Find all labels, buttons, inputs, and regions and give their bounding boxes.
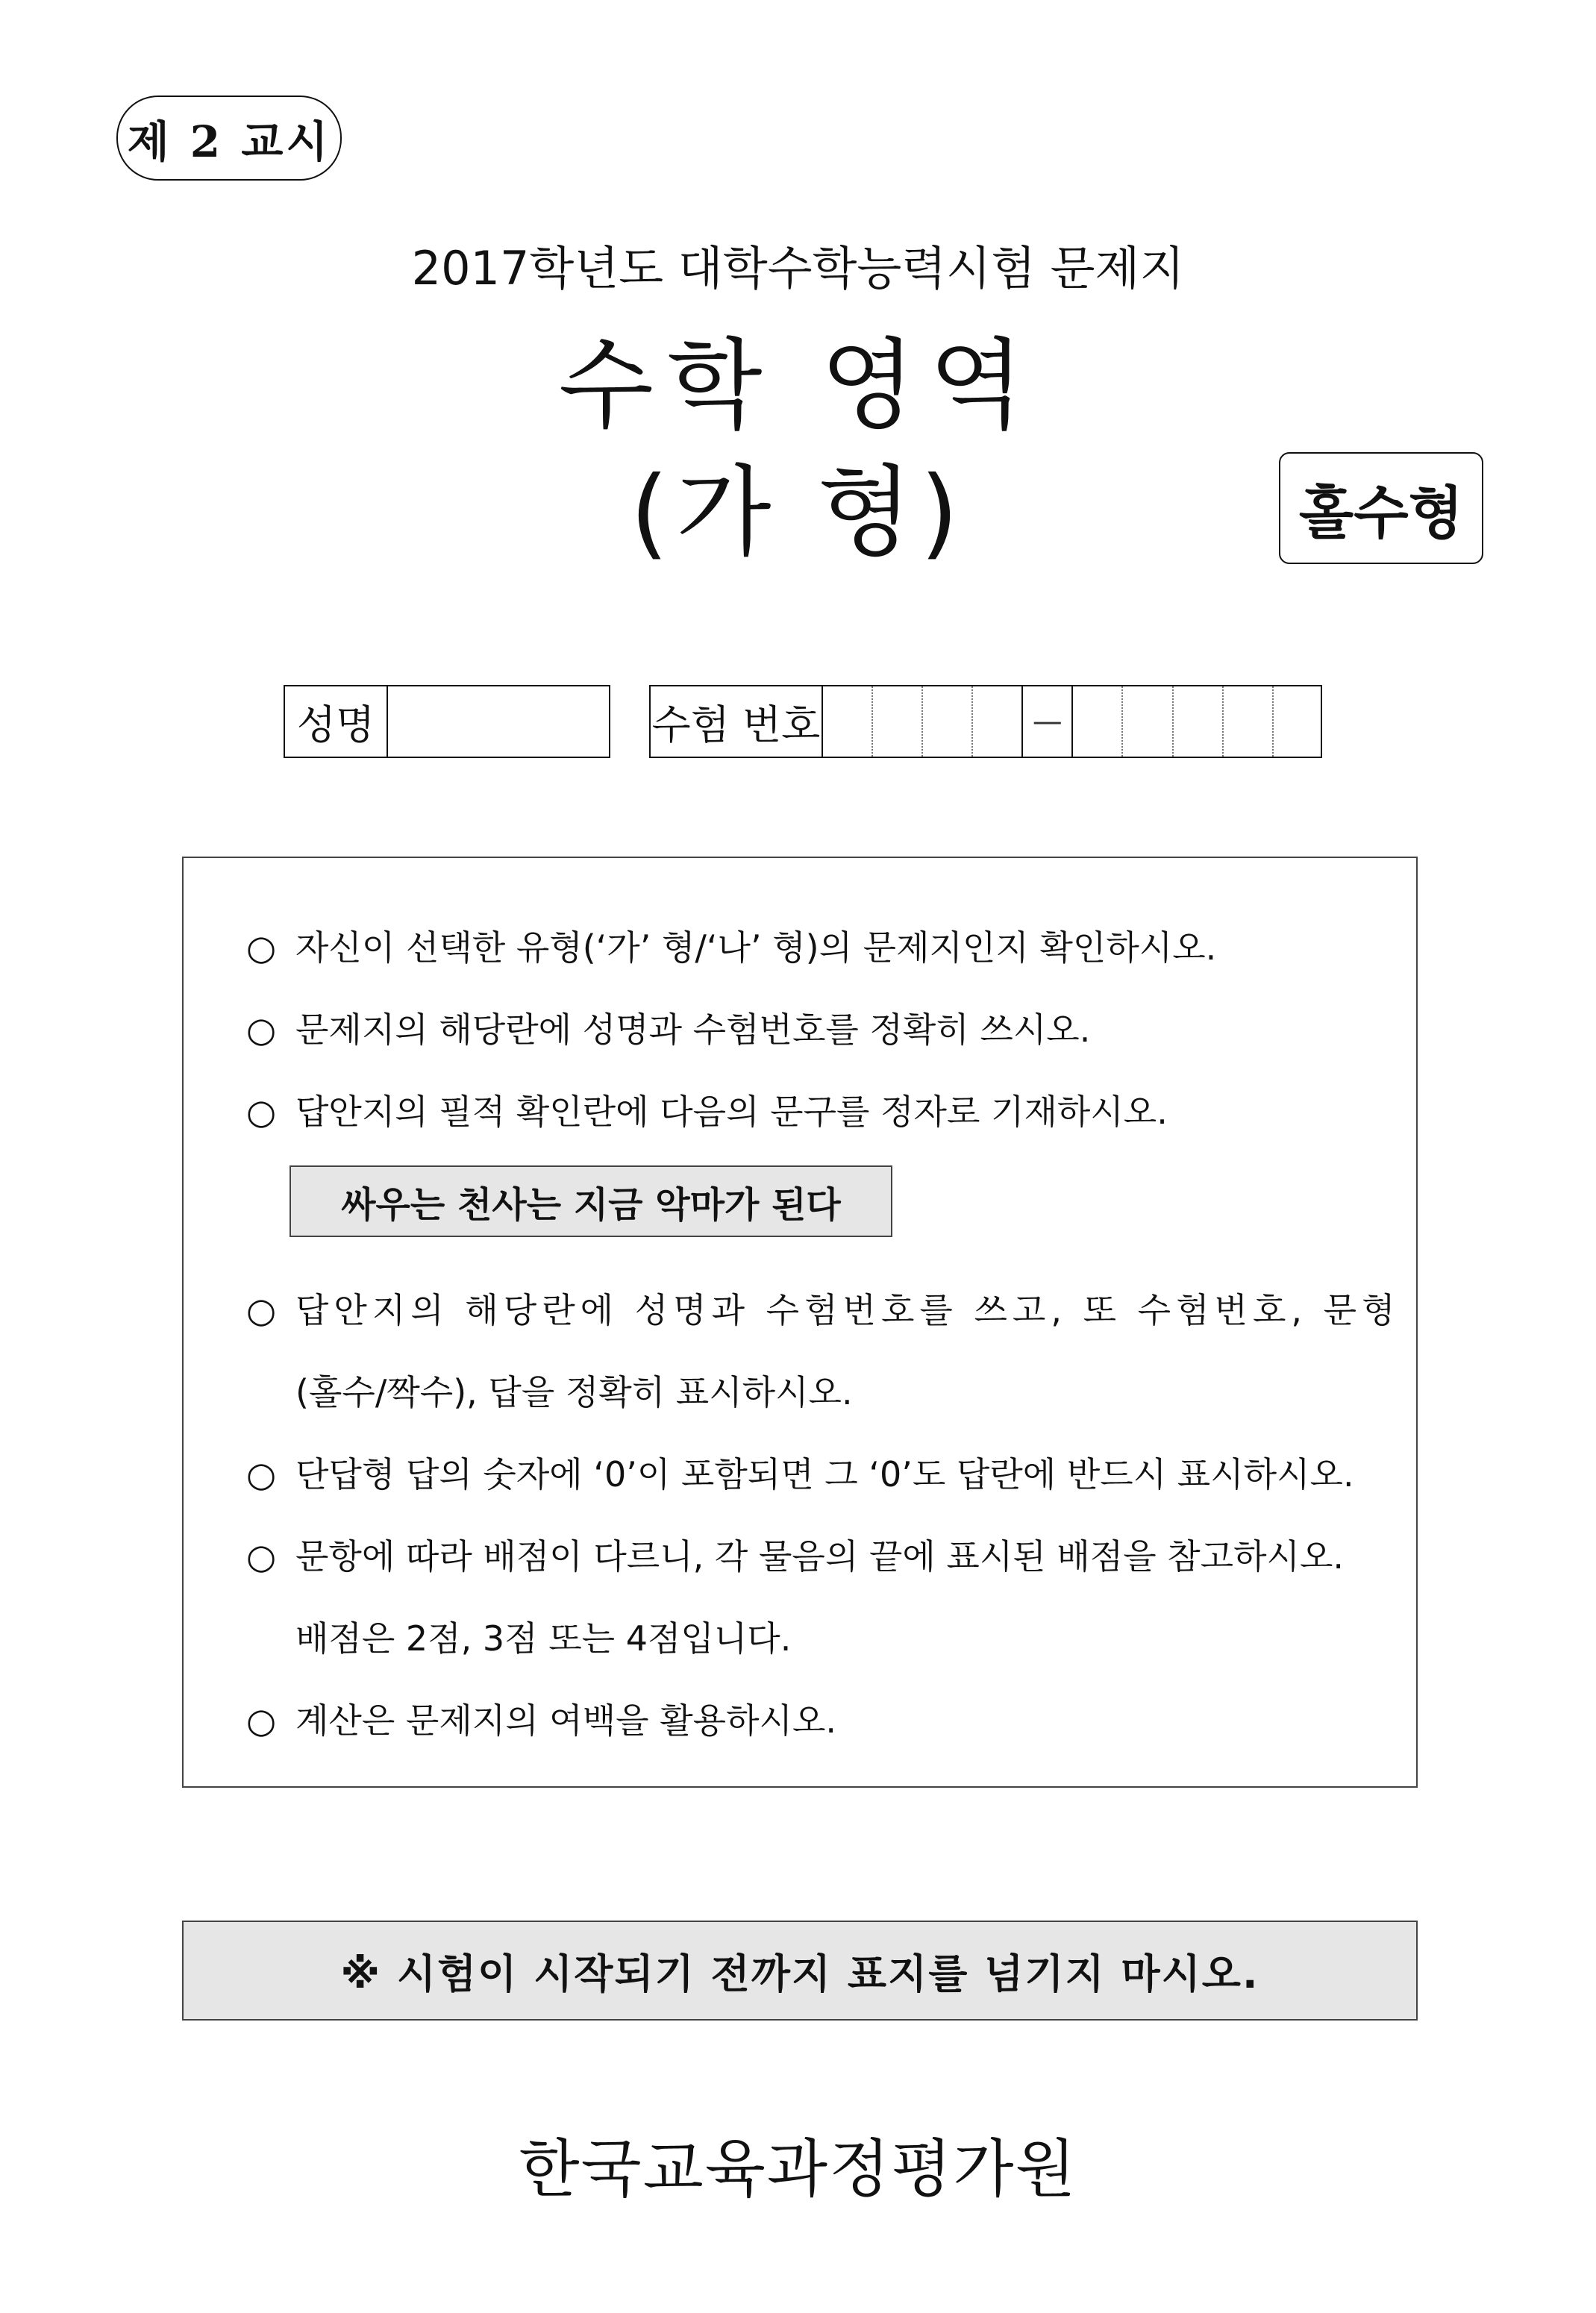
period-label: 제 2 교시 xyxy=(116,96,342,181)
bullet-circle-icon: ○ xyxy=(246,1454,277,1494)
bullet-circle-icon: ○ xyxy=(246,1536,277,1577)
instruction-item: ○ 문제지의 해당란에 성명과 수험번호를 정확히 쓰시오. xyxy=(246,1010,1091,1050)
instruction-item: ○ 답안지의 필적 확인란에 다음의 문구를 정자로 기재하시오. xyxy=(246,1092,1168,1132)
bullet-circle-icon: ○ xyxy=(246,1010,277,1050)
subject-title: 수학 영역 xyxy=(558,328,1038,443)
handwriting-phrase: 싸우는 천사는 지금 악마가 된다 xyxy=(290,1165,892,1237)
odd-type-badge: 홀수형 xyxy=(1279,452,1483,564)
exam-title: 2017학년도 대학수학능력시험 문제지 xyxy=(411,241,1185,295)
exam-type: (가 형) xyxy=(630,455,966,570)
instruction-item: ○ 자신이 선택한 유형(‘가’ 형/‘나’ 형)의 문제지인지 확인하시오. xyxy=(246,927,1217,968)
exam-number-digit[interactable] xyxy=(1272,686,1321,757)
exam-number-digit[interactable] xyxy=(823,686,871,757)
name-field-box xyxy=(284,685,610,758)
exam-number-separator: — xyxy=(1021,686,1071,757)
bullet-circle-icon: ○ xyxy=(246,1700,277,1741)
instruction-item-continued: (홀수/짝수), 답을 정확히 표시하시오. xyxy=(295,1372,853,1412)
exam-number-label: 수험 번호 xyxy=(651,686,823,757)
name-label: 성명 xyxy=(285,686,388,757)
bullet-circle-icon: ○ xyxy=(246,1290,277,1330)
instruction-item: ○ 계산은 문제지의 여백을 활용하시오. xyxy=(246,1700,837,1741)
exam-number-digit[interactable] xyxy=(971,686,1021,757)
exam-number-digit[interactable] xyxy=(1172,686,1222,757)
exam-number-digit[interactable] xyxy=(1071,686,1121,757)
bullet-circle-icon: ○ xyxy=(246,1092,277,1132)
instruction-item-continued: 배점은 2점, 3점 또는 4점입니다. xyxy=(295,1618,792,1659)
instruction-item: ○ 문항에 따라 배점이 다르니, 각 물음의 끝에 표시된 배점을 참고하시오. xyxy=(246,1536,1345,1577)
do-not-turn-notice: ※ 시험이 시작되기 전까지 표지를 넘기지 마시오. xyxy=(182,1921,1418,2021)
exam-number-digit[interactable] xyxy=(871,686,921,757)
exam-number-digit[interactable] xyxy=(921,686,971,757)
bullet-circle-icon: ○ xyxy=(246,927,277,968)
name-input-area[interactable] xyxy=(388,686,609,757)
exam-number-box xyxy=(649,685,1322,758)
exam-number-digit[interactable] xyxy=(1222,686,1272,757)
organization-name: 한국교육과정평가원 xyxy=(519,2132,1077,2206)
exam-number-digit[interactable] xyxy=(1121,686,1171,757)
instruction-item: ○ 단답형 답의 숫자에 ‘0’이 포함되면 그 ‘0’도 답란에 반드시 표시하시오. xyxy=(246,1454,1354,1494)
instruction-item: ○ 답안지의 해당란에 성명과 수험번호를 쓰고, 또 수험번호, 문형 xyxy=(246,1290,1401,1330)
